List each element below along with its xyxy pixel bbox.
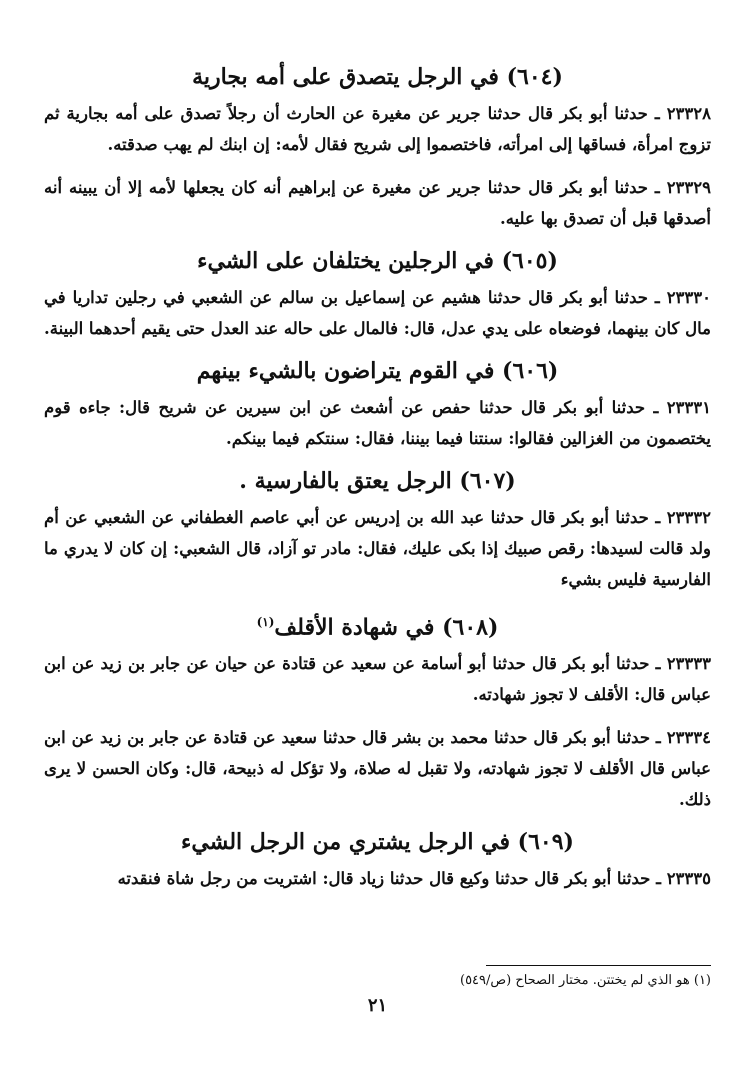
hadith-entry <box>44 172 711 234</box>
section-title: في الرجلين يختلفان على الشيء <box>197 248 494 274</box>
section-heading <box>44 466 711 496</box>
section-number: (٦٠٩) <box>517 829 574 856</box>
footnote: (١) هو الذي لم يختتن. مختار الصحاح (ص/٥٤٩) <box>459 973 711 988</box>
entry-number: ٢٣٣٣٣ <box>666 654 711 674</box>
entry-number: ٢٣٣٣٢ <box>666 508 711 527</box>
section-title: الرجل يعتق بالفارسية . <box>239 468 452 494</box>
entry-text: ـ حدثنا أبو بكر قال حدثنا محمد بن بشر قال حدثنا سعيد عن قتادة عن جابر بن زيد عن ابن عباس قال الأقلف لا تجوز شهادته، ولا تقبل له صلاة، ولا تؤكل له ذبيحة، قال: وكان الحسن لا يرى ذلك. <box>44 728 711 810</box>
hadith-entry <box>44 392 711 454</box>
entry-text: ـ حدثنا أبو بكر قال حدثنا هشيم عن إسماعيل بن سالم عن الشعبي في رجلين تداريا في مال كان بينهما، فوضعاه على يدي عدل، قال: فالمال على حاله عند العدل حتى يقيم أحدهما البينة. <box>44 288 711 338</box>
section-heading <box>44 827 711 857</box>
section-heading <box>44 62 711 92</box>
entry-number: ٢٣٣٣٤ <box>666 728 711 748</box>
section-heading <box>44 356 711 386</box>
section-title: في شهادة الأقلف <box>274 614 435 641</box>
entry-text: ـ حدثنا أبو بكر قال حدثنا جرير عن مغيرة عن إبراهيم أنه كان يجعلها لأمه إلا أن يبينه أنه أصدقها قبل أن تصدق بها عليه. <box>44 178 711 228</box>
footnote-marker: (١) <box>256 615 275 629</box>
hadith-entry <box>44 722 711 815</box>
entry-number: ٢٣٣٢٩ <box>666 178 711 197</box>
entry-number: ٢٣٣٣١ <box>666 398 711 417</box>
entry-text: ـ حدثنا أبو بكر قال حدثنا وكيع قال حدثنا زياد قال: اشتريت من رجل شاة فنقدته <box>117 869 667 889</box>
entry-text: ـ حدثنا أبو بكر قال حدثنا عبد الله بن إدريس عن أبي عاصم الغطفاني عن الشعبي عن أم ولد قالت لسيدها: رقص صبيك إذا بكى عليك، فقال: مادر تو آزاد، قال الشعبي: إن كان لا يدري ما الفارسية فليس بشيء <box>44 508 711 589</box>
section-number: (٦٠٦) <box>502 358 559 384</box>
section-title: في الرجل يشتري من الرجل الشيء <box>181 829 510 856</box>
section-number: (٦٠٥) <box>501 248 558 274</box>
entry-text: ـ حدثنا أبو بكر قال حدثنا جرير عن مغيرة عن الحارث أن رجلاً تصدق على أمه بجارية ثم تزوج امرأة، فساقها إلى امرأته، فاختصموا إلى شريح فقال لأمه: إن ابنك لم يهب صدقته. <box>44 104 711 154</box>
page-number: ٢١ <box>367 995 388 1016</box>
entry-text: ـ حدثنا أبو بكر قال حدثنا أبو أسامة عن سعيد عن قتادة عن حيان عن جابر بن زيد عن ابن عباس قال: الأقلف لا تجوز شهادته. <box>44 654 711 705</box>
hadith-entry <box>44 648 711 710</box>
section-number: (٦٠٨) <box>442 614 499 641</box>
main-text <box>44 62 711 906</box>
entry-number: ٢٣٣٣٠ <box>666 288 711 307</box>
section-heading <box>44 246 711 276</box>
section-title: في القوم يتراضون بالشيء بينهم <box>196 358 495 384</box>
hadith-entry <box>44 98 711 160</box>
section-number: (٦٠٧) <box>459 468 516 494</box>
hadith-entry <box>44 502 711 595</box>
footnote-divider <box>486 965 711 966</box>
entry-text: ـ حدثنا أبو بكر قال حدثنا حفص عن أشعث عن ابن سيرين عن شريح قال: جاءه قوم يختصمون من الغزالين فقالوا: سنتنا فيما بيننا، فقال: سنتكم فيما بينكم. <box>44 398 711 448</box>
section-number: (٦٠٤) <box>506 64 563 90</box>
entry-number: ٢٣٣٣٥ <box>666 869 711 889</box>
hadith-entry <box>44 282 711 344</box>
section-title: في الرجل يتصدق على أمه بجارية <box>192 64 499 90</box>
entry-number: ٢٣٣٢٨ <box>666 104 711 123</box>
hadith-entry <box>44 863 711 894</box>
section-heading <box>44 607 711 642</box>
